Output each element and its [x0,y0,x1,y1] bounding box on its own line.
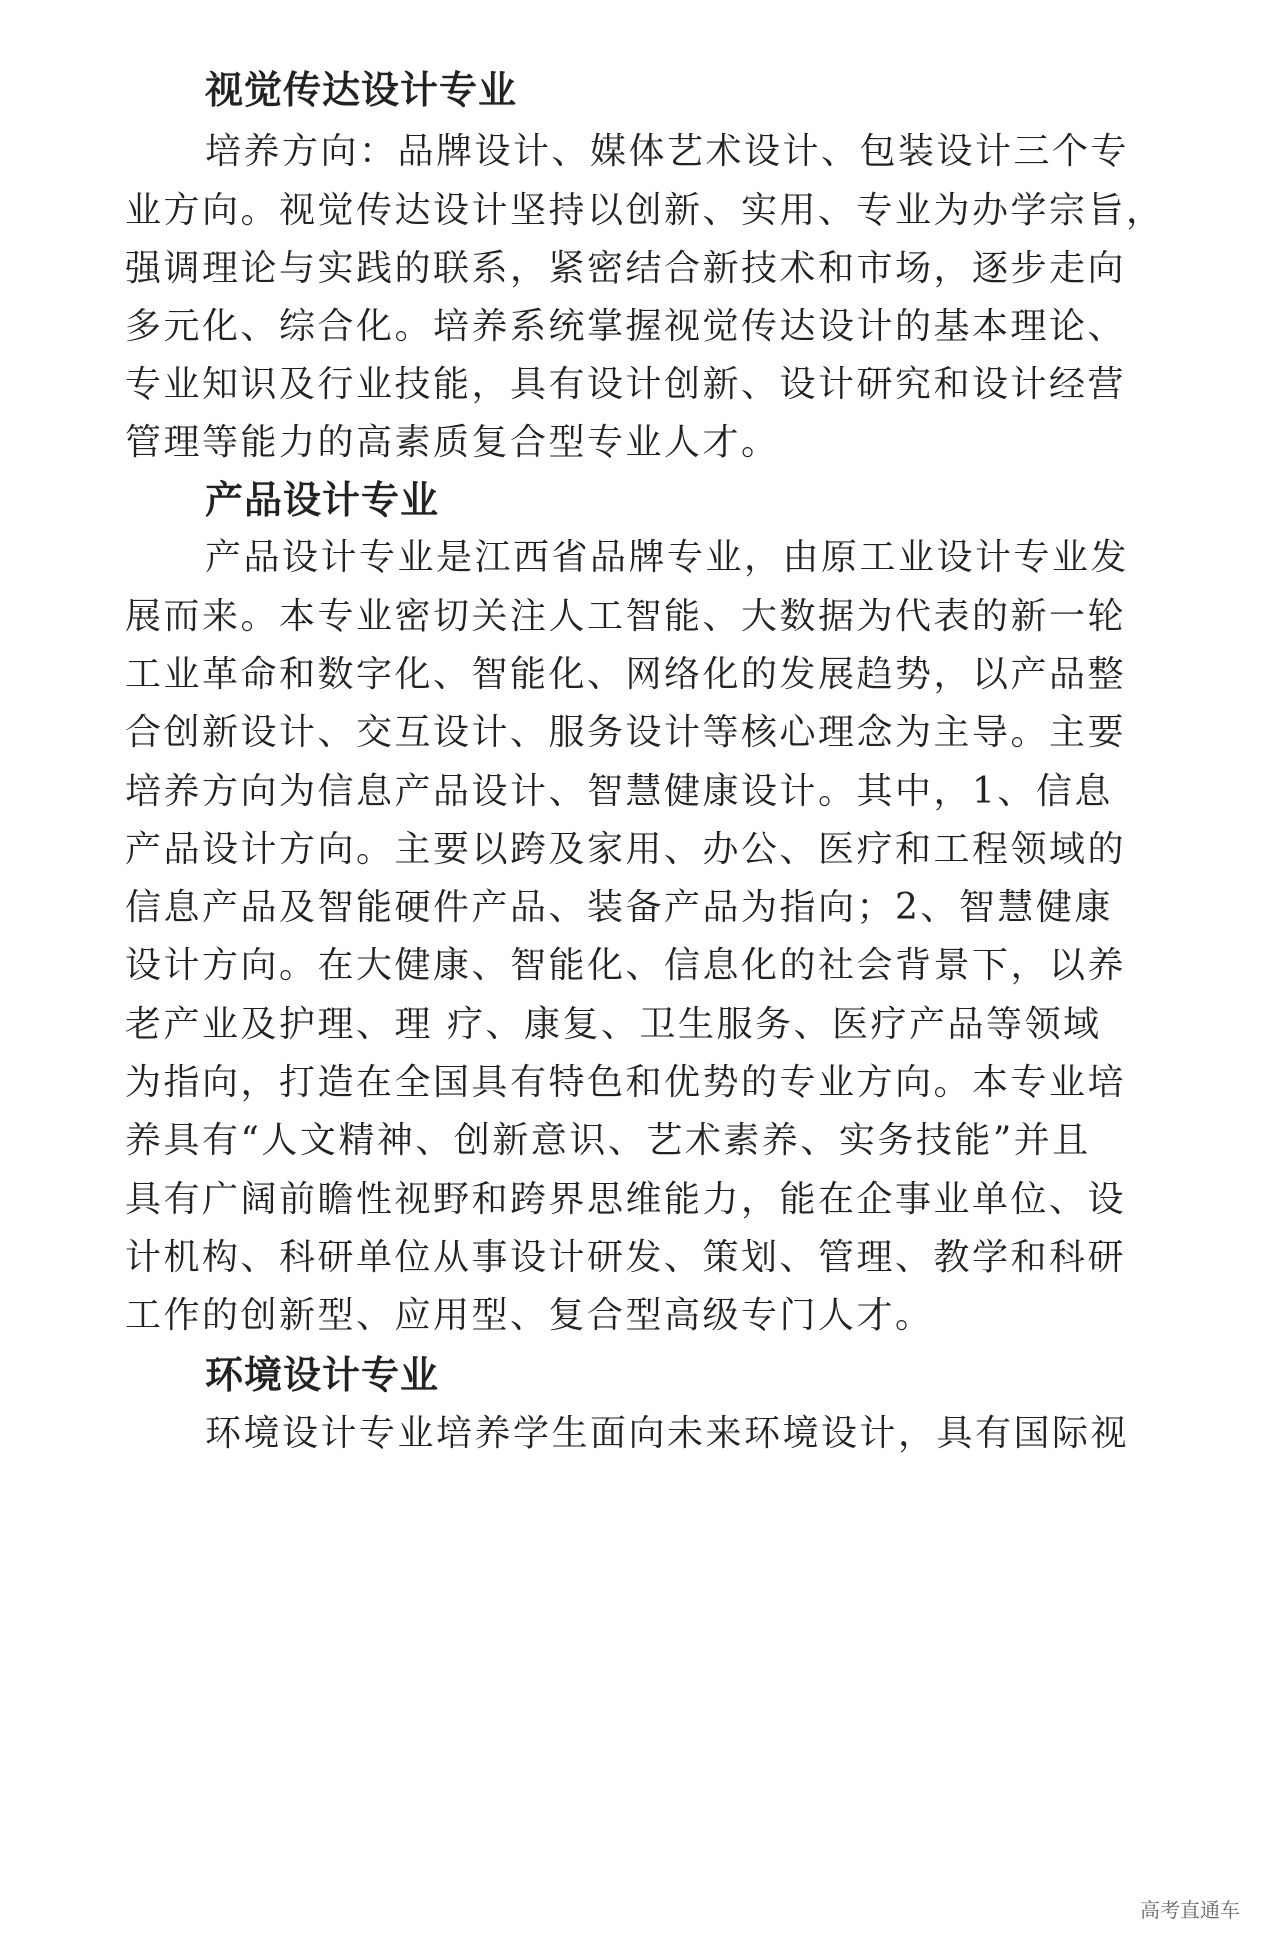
paragraph-line: 强调理论与实践的联系，紧密结合新技术和市场，逐步走向 [125,248,1127,289]
paragraph-line: 管理等能力的高素质复合型专业人才。 [125,422,780,463]
paragraph-line: 老产业及护理、理 疗、康复、卫生服务、医疗产品等领域 [125,1004,1102,1045]
paragraph-line: 信息产品及智能硬件产品、装备产品为指向；2、智慧健康 [125,887,1113,928]
paragraph-line: 环境设计专业培养学生面向未来环境设计，具有国际视 [205,1413,1130,1454]
paragraph-line: 业方向。视觉传达设计坚持以创新、实用、专业为办学宗旨， [125,190,1165,231]
paragraph-line: 具有广阔前瞻性视野和跨界思维能力，能在企事业单位、设 [125,1179,1127,1220]
paragraph-line: 计机构、科研单位从事设计研发、策划、管理、教学和科研 [125,1237,1127,1278]
paragraph-line: 培养方向：品牌设计、媒体艺术设计、包装设计三个专 [205,131,1130,172]
paragraph-line: 为指向，打造在全国具有特色和优势的专业方向。本专业培 [125,1062,1127,1103]
paragraph-line: 培养方向为信息产品设计、智慧健康设计。其中，1、信息 [125,771,1113,812]
paragraph-line: 展而来。本专业密切关注人工智能、大数据为代表的新一轮 [125,596,1127,637]
paragraph-line: 合创新设计、交互设计、服务设计等核心理念为主导。主要 [125,712,1127,753]
paragraph-line: 多元化、综合化。培养系统掌握视觉传达设计的基本理论、 [125,306,1127,347]
paragraph-line: 设计方向。在大健康、智能化、信息化的社会背景下，以养 [125,945,1127,986]
section-heading-environment-design: 环境设计专业 [205,1352,440,1397]
section-heading-visual-communication: 视觉传达设计专业 [205,67,518,112]
watermark-text: 高考直通车 [1140,1898,1240,1922]
paragraph-line: 产品设计专业是江西省品牌专业，由原工业设计专业发 [205,537,1130,578]
paragraph-line: 工业革命和数字化、智能化、网络化的发展趋势，以产品整 [125,654,1127,695]
paragraph-line: 养具有“人文精神、创新意识、艺术素养、实务技能”并且 [125,1120,1091,1161]
section-heading-product-design: 产品设计专业 [205,477,440,522]
paragraph-line: 工作的创新型、应用型、复合型高级专门人才。 [125,1295,934,1336]
paragraph-line: 专业知识及行业技能，具有设计创新、设计研究和设计经营 [125,364,1127,405]
paragraph-line: 产品设计方向。主要以跨及家用、办公、医疗和工程领域的 [125,829,1127,870]
